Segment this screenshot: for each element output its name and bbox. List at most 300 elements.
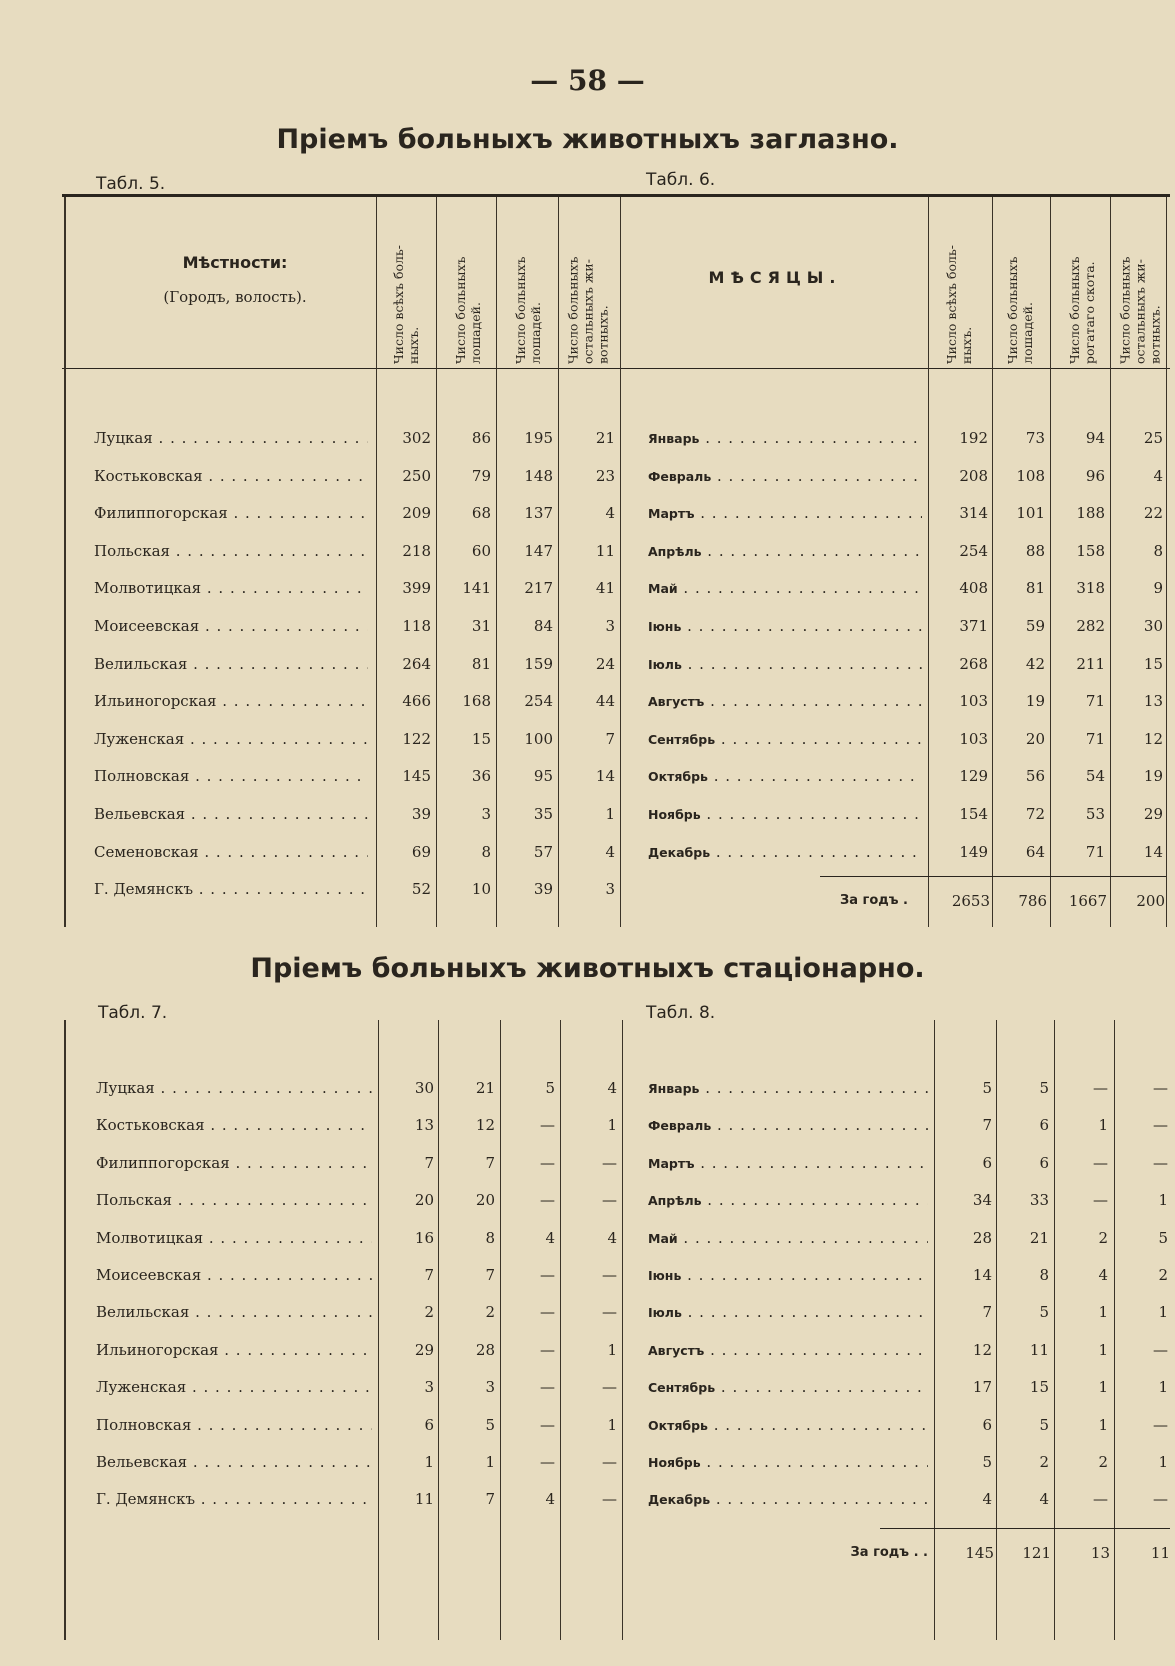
table8-cell: 6 [982, 1415, 992, 1434]
table5-cell: 148 [524, 466, 553, 485]
table6-cell: 208 [959, 466, 988, 485]
table8-total-cell: 121 [1022, 1544, 1051, 1562]
months-header: МѢСЯЦЫ. [708, 268, 842, 287]
table8-row-label: Ноябрь . . . [648, 1450, 928, 1475]
table7-row-label: Луцкая . . . [96, 1076, 372, 1100]
table7-cell: 13 [414, 1116, 434, 1135]
table5-cell: 159 [524, 654, 553, 673]
table8-cell: 1 [1098, 1340, 1108, 1359]
table8-label: Табл. 8. [646, 1003, 716, 1023]
total-rule [880, 1528, 1170, 1529]
table7-cell: — [540, 1153, 555, 1172]
table5-label: Табл. 5. [96, 174, 166, 194]
table5-cell: 250 [402, 466, 431, 485]
table8-total-cell: 145 [965, 1544, 994, 1562]
table6-cell: 71 [1085, 842, 1105, 861]
table5-cell: 264 [402, 654, 431, 673]
table7-row-label: Молвотицкая . . . [96, 1226, 372, 1250]
table6-row [0, 426, 1175, 450]
table5-cell: 60 [471, 541, 491, 560]
table8-total-row [0, 1541, 1175, 1565]
table5-cell: 218 [402, 541, 431, 560]
table7-row-label: Польская . . . [96, 1188, 372, 1212]
table6-row-label: Февраль . . . [648, 464, 922, 489]
table5-row-label: Филиппогорская . . . [94, 501, 368, 525]
table6-total-label: За годъ . [840, 893, 908, 908]
table5-cell: 147 [524, 541, 553, 560]
table6-row-label: Декабрь . . . [648, 840, 922, 865]
table6-cell: 14 [1143, 842, 1163, 861]
table5-cell: 14 [595, 767, 615, 786]
table7-cell: 4 [607, 1228, 617, 1247]
table6-cell: 103 [959, 729, 988, 748]
table7-cell: — [602, 1490, 617, 1509]
table6-row [0, 689, 1175, 713]
table5-row-label: Польская . . . [94, 539, 368, 563]
table8-cell: 8 [1039, 1266, 1049, 1284]
table6-cell: 20 [1025, 729, 1045, 748]
table7-cell: 5 [485, 1415, 495, 1434]
table5-cell: 69 [411, 842, 431, 861]
table6-cell: 8 [1153, 541, 1163, 560]
table8-cell: 33 [1029, 1191, 1049, 1210]
table7-cell: 7 [485, 1490, 495, 1509]
table8-total-label: За годъ . . [850, 1545, 928, 1560]
table6-total-cell: 786 [1018, 892, 1047, 910]
table5-cell: 68 [471, 504, 491, 523]
table8-total-cell: 11 [1150, 1544, 1170, 1562]
table8-cell: — [1093, 1191, 1108, 1210]
table6-label: Табл. 6. [646, 170, 716, 190]
table5-cell: 8 [481, 842, 491, 861]
table7-cell: — [540, 1116, 555, 1135]
table7-cell: 5 [545, 1079, 555, 1097]
table7-cell: 8 [485, 1228, 495, 1247]
table5-col-header-3: Число больныхъ лошадей. [513, 256, 543, 364]
table6-cell: 59 [1025, 617, 1045, 635]
table5-cell: 11 [595, 541, 615, 560]
table6-cell: 101 [1016, 504, 1045, 523]
table7-cell: 6 [424, 1415, 434, 1434]
table5-cell: 52 [411, 880, 431, 899]
table6-row-label: Апрѣль . . . [648, 539, 922, 564]
table6-cell: 282 [1076, 617, 1105, 635]
table5-cell: 302 [402, 429, 431, 447]
table8-cell: 34 [972, 1191, 992, 1210]
table8-cell: — [1093, 1079, 1108, 1097]
table6-cell: 94 [1085, 429, 1105, 447]
table6-cell: 129 [959, 767, 988, 786]
table7-cell: — [540, 1303, 555, 1322]
table6-cell: 64 [1025, 842, 1045, 861]
table8-cell: 6 [1039, 1153, 1049, 1172]
table8-row-label: Декабрь . . . [648, 1487, 928, 1512]
table7-cell: 1 [485, 1453, 495, 1471]
table5-cell: 86 [471, 429, 491, 447]
table7-cell: 1 [424, 1453, 434, 1471]
table6-cell: 73 [1025, 429, 1045, 447]
table8-row [0, 1151, 1175, 1175]
table8-cell: 1 [1158, 1191, 1168, 1210]
table6-row-label: Августъ . . . [648, 689, 922, 714]
table5-row-label: Г. Демянскъ . . . [94, 877, 368, 901]
table6-col-header-3: Число больныхъ рогатаго скота. [1067, 256, 1097, 364]
table7-cell: — [602, 1266, 617, 1284]
table6-cell: 56 [1025, 767, 1045, 786]
table5-row-label: Луженская . . . [94, 727, 368, 751]
table8-row-label: Іюль . . . [648, 1300, 928, 1325]
table7-cell: — [540, 1340, 555, 1359]
table5-cell: 3 [481, 805, 491, 823]
table6-cell: 103 [959, 692, 988, 711]
table7-row-label: Ильиногорская . . . [96, 1338, 372, 1362]
table7-cell: 16 [414, 1228, 434, 1247]
table6-cell: 158 [1076, 541, 1105, 560]
table5-col-header-4: Число больныхъ остальныхъ жи- вотныхъ. [565, 256, 611, 364]
table6-row [0, 539, 1175, 563]
table8-cell: 12 [972, 1340, 992, 1359]
table7-cell: 2 [485, 1303, 495, 1322]
locality-header-main: Мѣстности: [182, 253, 288, 272]
table5-cell: 24 [595, 654, 615, 673]
table5-cell: 100 [524, 729, 553, 748]
table7-cell: 29 [414, 1340, 434, 1359]
table7-cell: 4 [607, 1079, 617, 1097]
table6-cell: 9 [1153, 579, 1163, 598]
table6-col-header-2: Число больныхъ лошадей. [1005, 256, 1035, 364]
table6-cell: 22 [1143, 504, 1163, 523]
table5-cell: 7 [605, 729, 615, 748]
table6-cell: 53 [1085, 805, 1105, 823]
table7-cell: 4 [545, 1228, 555, 1247]
table5-cell: 79 [471, 466, 491, 485]
table8-cell: 4 [982, 1490, 992, 1509]
table6-cell: 371 [959, 617, 988, 635]
table7-cell: 1 [607, 1340, 617, 1359]
table5-cell: 41 [595, 579, 615, 598]
table7-cell: 1 [607, 1116, 617, 1135]
table6-cell: 30 [1143, 617, 1163, 635]
table8-row-label: Сентябрь . . . [648, 1375, 928, 1400]
table8-cell: — [1153, 1490, 1168, 1509]
table8-cell: — [1093, 1490, 1108, 1509]
table6-total-cell: 200 [1136, 892, 1165, 910]
table8-cell: 4 [1039, 1490, 1049, 1509]
table6-row [0, 464, 1175, 488]
table7-cell: 7 [424, 1153, 434, 1172]
section-title-1: Пріемъ больныхъ животныхъ заглазно. [276, 124, 899, 155]
table5-cell: 31 [471, 617, 491, 635]
table8-cell: — [1153, 1079, 1168, 1097]
table8-cell: 14 [972, 1266, 992, 1284]
table7-row-label: Костьковская . . . [96, 1113, 372, 1137]
table8-row [0, 1413, 1175, 1437]
table5-row-label: Велильская . . . [94, 652, 368, 676]
table7-cell: 12 [475, 1116, 495, 1135]
table8-row [0, 1226, 1175, 1250]
table5-cell: 21 [595, 429, 615, 447]
table6-cell: 314 [959, 504, 988, 523]
table8-cell: 4 [1098, 1266, 1108, 1284]
table6-row-label: Сентябрь . . . [648, 727, 922, 752]
table8-row-label: Февраль . . . [648, 1113, 928, 1138]
table8-total-cell: 13 [1090, 1544, 1110, 1562]
table5-row-label: Молвотицкая . . . [94, 576, 368, 600]
table6-cell: 318 [1076, 579, 1105, 598]
table6-row-label: Май . . . [648, 576, 922, 601]
table6-cell: 254 [959, 541, 988, 560]
table8-cell: 7 [982, 1303, 992, 1322]
table6-cell: 154 [959, 805, 988, 823]
table5-cell: 4 [605, 842, 615, 861]
table7-row-label: Полновская . . . [96, 1413, 372, 1437]
table6-cell: 268 [959, 654, 988, 673]
table5-cell: 84 [533, 617, 553, 635]
table8-cell: 2 [1098, 1453, 1108, 1471]
table7-cell: — [602, 1153, 617, 1172]
table6-cell: 4 [1153, 466, 1163, 485]
table6-cell: 108 [1016, 466, 1045, 485]
table8-cell: 5 [1039, 1079, 1049, 1097]
table8-cell: 5 [1039, 1303, 1049, 1322]
table6-cell: 72 [1025, 805, 1045, 823]
table8-row-label: Іюнь . . . [648, 1263, 928, 1288]
table8-row-label: Май . . . [648, 1226, 928, 1251]
table6-cell: 25 [1143, 429, 1163, 447]
table8-row [0, 1113, 1175, 1137]
table6-cell: 81 [1025, 579, 1045, 598]
table6-row [0, 802, 1175, 826]
table5-cell: 23 [595, 466, 615, 485]
table6-row [0, 501, 1175, 525]
table6-cell: 12 [1143, 729, 1163, 748]
table5-cell: 3 [605, 880, 615, 899]
table6-total-cell: 1667 [1068, 892, 1107, 910]
table6-col-header-1: Число всѣхъ боль- ныхъ. [944, 244, 974, 364]
table5-cell: 137 [524, 504, 553, 523]
table6-cell: 19 [1143, 767, 1163, 786]
table6-cell: 188 [1076, 504, 1105, 523]
table5-cell: 195 [524, 429, 553, 447]
table6-row [0, 764, 1175, 788]
table7-row-label: Г. Демянскъ . . . [96, 1487, 372, 1511]
table7-cell: 28 [475, 1340, 495, 1359]
table5-col-header-1: Число всѣхъ боль- ныхъ. [391, 244, 421, 364]
table7-cell: 7 [424, 1266, 434, 1284]
header-rule [62, 368, 1170, 369]
table8-row [0, 1450, 1175, 1474]
table5-cell: 39 [411, 805, 431, 823]
table7-cell: 2 [424, 1303, 434, 1322]
table8-row-label: Январь . . . [648, 1076, 928, 1101]
table5-cell: 399 [402, 579, 431, 598]
table8-cell: 2 [1098, 1228, 1108, 1247]
table5-cell: 4 [605, 504, 615, 523]
table6-cell: 96 [1085, 466, 1105, 485]
table7-row-label: Вельевская . . . [96, 1450, 372, 1474]
table8-cell: 5 [1039, 1415, 1049, 1434]
table5-cell: 254 [524, 692, 553, 711]
table7-cell: 1 [607, 1415, 617, 1434]
table6-cell: 88 [1025, 541, 1045, 560]
table6-row-label: Январь . . . [648, 426, 922, 451]
table8-cell: 11 [1029, 1340, 1049, 1359]
table7-label: Табл. 7. [98, 1003, 168, 1023]
table8-cell: 5 [982, 1079, 992, 1097]
table6-row-label: Іюнь . . . [648, 614, 922, 639]
table7-row-label: Велильская . . . [96, 1300, 372, 1324]
table5-col-header-2: Число больныхъ лошадей. [453, 256, 483, 364]
table5-cell: 95 [533, 767, 553, 786]
table7-row-label: Филиппогорская . . . [96, 1151, 372, 1175]
table6-row [0, 652, 1175, 676]
table5-cell: 145 [402, 767, 431, 786]
table5-cell: 36 [471, 767, 491, 786]
table7-cell: — [602, 1191, 617, 1210]
table5-row-label: Ильиногорская . . . [94, 689, 368, 713]
table8-cell: 1 [1158, 1378, 1168, 1397]
table8-row-label: Апрѣль . . . [648, 1188, 928, 1213]
table6-cell: 192 [959, 429, 988, 447]
table6-row-label: Іюль . . . [648, 652, 922, 677]
table5-cell: 35 [533, 805, 553, 823]
table5-cell: 168 [462, 692, 491, 711]
table8-row [0, 1076, 1175, 1100]
table5-row-label: Моисеевская . . . [94, 614, 368, 638]
table6-row [0, 614, 1175, 638]
table6-row-label: Мартъ . . . [648, 501, 922, 526]
table8-cell: 2 [1158, 1266, 1168, 1284]
table6-cell: 211 [1076, 654, 1105, 673]
table6-cell: 54 [1085, 767, 1105, 786]
table8-cell: 1 [1158, 1453, 1168, 1471]
table5-cell: 217 [524, 579, 553, 598]
table8-cell: — [1153, 1340, 1168, 1359]
table8-cell: 1 [1158, 1303, 1168, 1322]
table8-cell: 1 [1098, 1116, 1108, 1135]
table5-row-label: Полновская . . . [94, 764, 368, 788]
table6-col-header-4: Число больныхъ остальныхъ жи- вотныхъ. [1117, 256, 1163, 364]
table6-cell: 19 [1025, 692, 1045, 711]
table8-row [0, 1487, 1175, 1511]
table5-cell: 57 [533, 842, 553, 861]
table8-cell: — [1153, 1153, 1168, 1172]
table7-cell: 4 [545, 1490, 555, 1509]
table8-row [0, 1300, 1175, 1324]
table8-cell: 6 [1039, 1116, 1049, 1135]
table7-row-label: Моисеевская . . . [96, 1263, 372, 1287]
table8-row [0, 1188, 1175, 1212]
table5-cell: 44 [595, 692, 615, 711]
table5-cell: 39 [533, 880, 553, 899]
table5-cell: 118 [402, 617, 431, 635]
top-rule [62, 194, 1170, 197]
table8-cell: 1 [1098, 1415, 1108, 1434]
table5-row-label: Костьковская . . . [94, 464, 368, 488]
table5-cell: 3 [605, 617, 615, 635]
table8-cell: 6 [982, 1153, 992, 1172]
table8-cell: 17 [972, 1378, 992, 1397]
table5-cell: 122 [402, 729, 431, 748]
locality-header-sub: (Городъ, волость). [163, 288, 307, 306]
table7-cell: 20 [475, 1191, 495, 1210]
table5-row-label: Семеновская . . . [94, 840, 368, 864]
table7-cell: 21 [475, 1079, 495, 1097]
table8-cell: 5 [1158, 1228, 1168, 1247]
table6-cell: 29 [1143, 805, 1163, 823]
table8-cell: 1 [1098, 1378, 1108, 1397]
table7-cell: 7 [485, 1153, 495, 1172]
table8-cell: — [1153, 1415, 1168, 1434]
table8-row-label: Мартъ . . . [648, 1151, 928, 1176]
table5-cell: 81 [471, 654, 491, 673]
table8-row-label: Августъ . . . [648, 1338, 928, 1363]
table7-cell: 3 [485, 1378, 495, 1397]
table7-cell: 11 [414, 1490, 434, 1509]
table7-row-label: Луженская . . . [96, 1375, 372, 1399]
table6-cell: 15 [1143, 654, 1163, 673]
table8-cell: — [1153, 1116, 1168, 1135]
table6-cell: 42 [1025, 654, 1045, 673]
table5-cell: 15 [471, 729, 491, 748]
table7-cell: — [602, 1378, 617, 1397]
locality-header [110, 253, 360, 306]
table7-cell: — [602, 1303, 617, 1322]
table5-cell: 209 [402, 504, 431, 523]
table8-cell: 7 [982, 1116, 992, 1135]
table7-cell: — [602, 1453, 617, 1471]
section-title-2: Пріемъ больныхъ животныхъ стаціонарно. [250, 953, 925, 984]
table5-cell: 466 [402, 692, 431, 711]
table5-cell: 1 [605, 805, 615, 823]
table7-cell: 7 [485, 1266, 495, 1284]
table8-row [0, 1338, 1175, 1362]
table7-cell: — [540, 1453, 555, 1471]
table6-cell: 149 [959, 842, 988, 861]
table8-cell: 21 [1029, 1228, 1049, 1247]
table6-total-row [0, 889, 1175, 913]
table7-cell: — [540, 1415, 555, 1434]
table6-cell: 408 [959, 579, 988, 598]
table6-row [0, 576, 1175, 600]
table8-row-label: Октябрь . . . [648, 1413, 928, 1438]
table7-cell: 20 [414, 1191, 434, 1210]
table6-cell: 71 [1085, 692, 1105, 711]
table8-row [0, 1263, 1175, 1287]
table8-cell: 1 [1098, 1303, 1108, 1322]
page-number: — 58 — [530, 64, 645, 97]
table8-cell: 5 [982, 1453, 992, 1471]
table6-row [0, 727, 1175, 751]
table6-row [0, 840, 1175, 864]
table8-cell: 2 [1039, 1453, 1049, 1471]
table6-cell: 71 [1085, 729, 1105, 748]
table6-row-label: Ноябрь . . . [648, 802, 922, 827]
table5-cell: 141 [462, 579, 491, 598]
table7-cell: — [540, 1266, 555, 1284]
table6-row-label: Октябрь . . . [648, 764, 922, 789]
table6-total-cell: 2653 [951, 892, 990, 910]
table8-cell: 15 [1029, 1378, 1049, 1397]
table6-cell: 13 [1143, 692, 1163, 711]
table5-row-label: Вельевская . . . [94, 802, 368, 826]
table8-cell: — [1093, 1153, 1108, 1172]
table7-cell: 30 [414, 1079, 434, 1097]
table8-cell: 28 [972, 1228, 992, 1247]
table8-row [0, 1375, 1175, 1399]
table5-cell: 10 [471, 880, 491, 899]
table7-cell: — [540, 1191, 555, 1210]
